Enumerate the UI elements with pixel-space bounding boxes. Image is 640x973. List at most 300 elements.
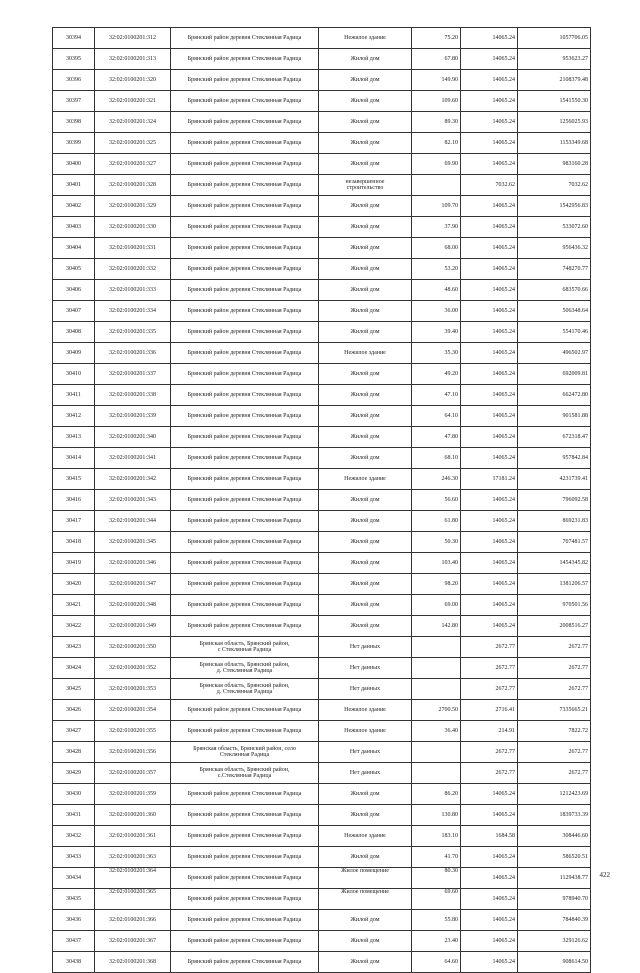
cadastral-value-cell: 908614.50 [518,952,591,973]
cadastral-value-cell: 1057706.05 [518,28,591,49]
object-type-cell: Жилое помещение [319,868,412,889]
table-row [53,490,591,511]
row-number-cell: 30424 [53,658,95,679]
row-number-cell: 30427 [53,721,95,742]
address-cell: Брянский район деревня Стеклянная Радица [171,28,319,49]
cadastral-number-cell: 32:02:0100201:312 [95,28,171,49]
address-cell: Брянский район деревня Стеклянная Радица [171,280,319,301]
cadastral-value-cell: 2672.77 [518,679,591,700]
row-number-cell: 30415 [53,469,95,490]
cadastral-value-cell: 672318.47 [518,427,591,448]
row-number-cell: 30431 [53,805,95,826]
specific-value-cell: 14065.24 [461,259,518,280]
address-cell: Брянский район деревня Стеклянная Радица [171,553,319,574]
row-number-cell: 30437 [53,931,95,952]
cadastral-value-cell: 683570.66 [518,280,591,301]
specific-value-cell: 14065.24 [461,112,518,133]
table-row [53,574,591,595]
area-cell: 68.10 [412,448,461,469]
area-cell: 183.10 [412,826,461,847]
table-row [53,658,591,679]
table-row [53,406,591,427]
row-number-cell: 30406 [53,280,95,301]
address-cell: Брянский район деревня Стеклянная Радица [171,784,319,805]
address-cell: Брянский район деревня Стеклянная Радица [171,322,319,343]
cadastral-number-cell: 32:02:0100201:348 [95,595,171,616]
object-type-cell: Жилой дом [319,910,412,931]
object-type-cell: Нежилое здание [319,826,412,847]
row-number-cell: 30414 [53,448,95,469]
row-number-cell: 30420 [53,574,95,595]
row-number-cell: 30434 [53,868,95,889]
table-row [53,637,591,658]
object-type-cell: Нет данных [319,763,412,784]
cadastral-number-cell: 32:02:0100201:354 [95,700,171,721]
specific-value-cell: 14065.24 [461,133,518,154]
cadastral-number-cell: 32:02:0100201:356 [95,742,171,763]
address-cell: Брянский район деревня Стеклянная Радица [171,931,319,952]
cadastral-value-cell: 1381206.57 [518,574,591,595]
object-type-cell: Жилой дом [319,532,412,553]
table-row [53,448,591,469]
row-number-cell: 30403 [53,217,95,238]
specific-value-cell: 14065.24 [461,448,518,469]
cadastral-value-cell: 1256025.93 [518,112,591,133]
address-cell: Брянский район деревня Стеклянная Радица [171,259,319,280]
cadastral-number-cell: 32:02:0100201:349 [95,616,171,637]
object-type-cell: Жилой дом [319,595,412,616]
row-number-cell: 30394 [53,28,95,49]
specific-value-cell: 14065.24 [461,595,518,616]
area-cell: 80.30 [412,868,461,889]
specific-value-cell: 2716.41 [461,700,518,721]
specific-value-cell: 14065.24 [461,553,518,574]
row-number-cell: 30425 [53,679,95,700]
area-cell: 39.40 [412,322,461,343]
specific-value-cell: 2672.77 [461,637,518,658]
cadastral-value-cell: 1129438.77 [518,868,591,889]
object-type-cell: Жилой дом [319,322,412,343]
area-cell: 55.80 [412,910,461,931]
object-type-cell: Жилой дом [319,553,412,574]
specific-value-cell: 14065.24 [461,238,518,259]
area-cell: 142.80 [412,616,461,637]
area-cell [412,658,461,679]
table-row [53,427,591,448]
specific-value-cell: 14065.24 [461,343,518,364]
row-number-cell: 30413 [53,427,95,448]
address-cell: Брянский район деревня Стеклянная Радица [171,175,319,196]
table-row [53,532,591,553]
valuation-table [52,27,591,973]
address-cell: Брянский район деревня Стеклянная Радица [171,364,319,385]
area-cell: 53.20 [412,259,461,280]
cadastral-value-cell: 533072.60 [518,217,591,238]
cadastral-value-cell: 2672.77 [518,763,591,784]
object-type-cell: Жилой дом [319,616,412,637]
object-type-cell: Нет данных [319,742,412,763]
row-number-cell: 30411 [53,385,95,406]
table-row [53,721,591,742]
specific-value-cell: 14065.24 [461,196,518,217]
object-type-cell: Жилой дом [319,91,412,112]
specific-value-cell: 14065.24 [461,532,518,553]
cadastral-value-cell: 329126.62 [518,931,591,952]
object-type-cell: Жилой дом [319,805,412,826]
address-cell: Брянский район деревня Стеклянная Радица [171,826,319,847]
specific-value-cell: 14065.24 [461,322,518,343]
cadastral-value-cell: 707481.57 [518,532,591,553]
cadastral-value-cell: 1541550.30 [518,91,591,112]
cadastral-number-cell: 32:02:0100201:320 [95,70,171,91]
cadastral-number-cell: 32:02:0100201:364 [95,868,171,889]
specific-value-cell: 14065.24 [461,889,518,910]
area-cell: 69.60 [412,889,461,910]
object-type-cell: Жилой дом [319,385,412,406]
address-cell: Брянский район деревня Стеклянная Радица [171,238,319,259]
row-number-cell: 30430 [53,784,95,805]
object-type-cell: незавершенное строительство [319,175,412,196]
cadastral-number-cell: 32:02:0100201:345 [95,532,171,553]
address-cell: Брянский район деревня Стеклянная Радица [171,133,319,154]
specific-value-cell: 7032.62 [461,175,518,196]
cadastral-number-cell: 32:02:0100201:338 [95,385,171,406]
object-type-cell: Нежилое здание [319,721,412,742]
table-row [53,322,591,343]
object-type-cell: Жилой дом [319,931,412,952]
row-number-cell: 30405 [53,259,95,280]
address-cell: Брянский район деревня Стеклянная Радица [171,406,319,427]
address-cell: Брянская область, Брянский район, с Стеклянная Радица [171,637,319,658]
object-type-cell: Жилой дом [319,154,412,175]
area-cell: 246.30 [412,469,461,490]
cadastral-value-cell: 1153349.68 [518,133,591,154]
cadastral-number-cell: 32:02:0100201:325 [95,133,171,154]
area-cell [412,175,461,196]
row-number-cell: 30397 [53,91,95,112]
table-row [53,511,591,532]
cadastral-number-cell: 32:02:0100201:366 [95,910,171,931]
table-row [53,784,591,805]
row-number-cell: 30438 [53,952,95,973]
row-number-cell: 30436 [53,910,95,931]
area-cell: 47.10 [412,385,461,406]
row-number-cell: 30435 [53,889,95,910]
row-number-cell: 30410 [53,364,95,385]
row-number-cell: 30395 [53,49,95,70]
cadastral-value-cell: 2672.77 [518,658,591,679]
object-type-cell: Жилой дом [319,301,412,322]
table-row [53,343,591,364]
address-cell: Брянский район деревня Стеклянная Радица [171,70,319,91]
table-row [53,112,591,133]
object-type-cell: Нежилое здание [319,343,412,364]
specific-value-cell: 14065.24 [461,28,518,49]
address-cell: Брянский район деревня Стеклянная Радица [171,889,319,910]
cadastral-number-cell: 32:02:0100201:329 [95,196,171,217]
area-cell: 86.20 [412,784,461,805]
cadastral-number-cell: 32:02:0100201:337 [95,364,171,385]
specific-value-cell: 14065.24 [461,427,518,448]
address-cell: Брянский район деревня Стеклянная Радица [171,196,319,217]
specific-value-cell: 214.91 [461,721,518,742]
object-type-cell: Нет данных [319,658,412,679]
row-number-cell: 30418 [53,532,95,553]
object-type-cell: Жилой дом [319,280,412,301]
area-cell: 2700.50 [412,700,461,721]
cadastral-value-cell: 1839733.39 [518,805,591,826]
table-row [53,910,591,931]
area-cell [412,763,461,784]
area-cell [412,679,461,700]
area-cell: 69.90 [412,154,461,175]
cadastral-number-cell: 32:02:0100201:352 [95,658,171,679]
area-cell: 67.80 [412,49,461,70]
cadastral-value-cell: 554170.46 [518,322,591,343]
cadastral-number-cell: 32:02:0100201:367 [95,931,171,952]
cadastral-value-cell: 1212423.69 [518,784,591,805]
table-row [53,700,591,721]
row-number-cell: 30429 [53,763,95,784]
specific-value-cell: 2672.77 [461,679,518,700]
address-cell: Брянский район деревня Стеклянная Радица [171,154,319,175]
cadastral-number-cell: 32:02:0100201:347 [95,574,171,595]
cadastral-value-cell: 662472.80 [518,385,591,406]
address-cell: Брянский район деревня Стеклянная Радица [171,868,319,889]
cadastral-number-cell: 32:02:0100201:328 [95,175,171,196]
row-number-cell: 30409 [53,343,95,364]
address-cell: Брянская область, Брянский район, д. Стеклянная Радица [171,658,319,679]
specific-value-cell: 14065.24 [461,217,518,238]
object-type-cell: Нежилое здание [319,700,412,721]
row-number-cell: 30417 [53,511,95,532]
cadastral-number-cell: 32:02:0100201:344 [95,511,171,532]
cadastral-value-cell: 784840.39 [518,910,591,931]
cadastral-value-cell: 983160.28 [518,154,591,175]
object-type-cell: Жилой дом [319,847,412,868]
area-cell: 56.60 [412,490,461,511]
table-body [53,28,591,973]
cadastral-number-cell: 32:02:0100201:341 [95,448,171,469]
area-cell: 61.80 [412,511,461,532]
cadastral-number-cell: 32:02:0100201:343 [95,490,171,511]
address-cell: Брянская область, Брянский район, д. Стеклянная Радица [171,679,319,700]
address-cell: Брянский район деревня Стеклянная Радица [171,427,319,448]
row-number-cell: 30398 [53,112,95,133]
cadastral-number-cell: 32:02:0100201:330 [95,217,171,238]
address-cell: Брянский район деревня Стеклянная Радица [171,847,319,868]
area-cell: 35.30 [412,343,461,364]
cadastral-number-cell: 32:02:0100201:332 [95,259,171,280]
specific-value-cell: 14065.24 [461,91,518,112]
cadastral-number-cell: 32:02:0100201:359 [95,784,171,805]
table-row [53,364,591,385]
cadastral-number-cell: 32:02:0100201:333 [95,280,171,301]
table-row [53,868,591,889]
table-row [53,259,591,280]
table-row [53,238,591,259]
cadastral-value-cell: 2008516.27 [518,616,591,637]
table-row [53,847,591,868]
specific-value-cell: 14065.24 [461,511,518,532]
object-type-cell: Жилой дом [319,364,412,385]
area-cell: 49.20 [412,364,461,385]
cadastral-number-cell: 32:02:0100201:360 [95,805,171,826]
specific-value-cell: 14065.24 [461,364,518,385]
area-cell: 23.40 [412,931,461,952]
row-number-cell: 30412 [53,406,95,427]
cadastral-value-cell: 308446.60 [518,826,591,847]
cadastral-value-cell: 1454345.82 [518,553,591,574]
object-type-cell: Жилой дом [319,490,412,511]
area-cell: 149.90 [412,70,461,91]
address-cell: Брянский район деревня Стеклянная Радица [171,112,319,133]
object-type-cell: Нет данных [319,679,412,700]
cadastral-number-cell: 32:02:0100201:346 [95,553,171,574]
area-cell: 36.40 [412,721,461,742]
cadastral-number-cell: 32:02:0100201:363 [95,847,171,868]
row-number-cell: 30404 [53,238,95,259]
address-cell: Брянский район деревня Стеклянная Радица [171,532,319,553]
cadastral-value-cell: 4231739.41 [518,469,591,490]
row-number-cell: 30421 [53,595,95,616]
table-row [53,70,591,91]
cadastral-number-cell: 32:02:0100201:334 [95,301,171,322]
table-row [53,175,591,196]
address-cell: Брянский район деревня Стеклянная Радица [171,469,319,490]
cadastral-number-cell: 32:02:0100201:361 [95,826,171,847]
cadastral-number-cell: 32:02:0100201:365 [95,889,171,910]
cadastral-value-cell: 796092.58 [518,490,591,511]
row-number-cell: 30422 [53,616,95,637]
object-type-cell: Жилой дом [319,196,412,217]
cadastral-value-cell: 506348.64 [518,301,591,322]
cadastral-number-cell: 32:02:0100201:353 [95,679,171,700]
address-cell: Брянский район деревня Стеклянная Радица [171,952,319,973]
specific-value-cell: 2672.77 [461,742,518,763]
object-type-cell: Жилой дом [319,952,412,973]
address-cell: Брянская область, Брянский район, село Стеклянная Радица [171,742,319,763]
cadastral-value-cell: 7032.62 [518,175,591,196]
specific-value-cell: 17181.24 [461,469,518,490]
object-type-cell: Жилой дом [319,406,412,427]
cadastral-value-cell: 901581.88 [518,406,591,427]
address-cell: Брянский район деревня Стеклянная Радица [171,49,319,70]
specific-value-cell: 14065.24 [461,910,518,931]
table-row [53,826,591,847]
row-number-cell: 30402 [53,196,95,217]
cadastral-value-cell: 2672.77 [518,637,591,658]
table-row [53,385,591,406]
table-row [53,133,591,154]
specific-value-cell: 14065.24 [461,616,518,637]
object-type-cell: Нежилое здание [319,469,412,490]
table-row [53,196,591,217]
object-type-cell: Жилой дом [319,448,412,469]
cadastral-value-cell: 957842.84 [518,448,591,469]
object-type-cell: Жилой дом [319,238,412,259]
address-cell: Брянский район деревня Стеклянная Радица [171,301,319,322]
cadastral-value-cell: 953623.27 [518,49,591,70]
specific-value-cell: 2672.77 [461,763,518,784]
row-number-cell: 30432 [53,826,95,847]
cadastral-number-cell: 32:02:0100201:339 [95,406,171,427]
specific-value-cell: 14065.24 [461,574,518,595]
cadastral-number-cell: 32:02:0100201:340 [95,427,171,448]
specific-value-cell: 14065.24 [461,847,518,868]
row-number-cell: 30396 [53,70,95,91]
address-cell: Брянский район деревня Стеклянная Радица [171,574,319,595]
address-cell: Брянский район деревня Стеклянная Радица [171,448,319,469]
address-cell: Брянский район деревня Стеклянная Радица [171,343,319,364]
table-row [53,889,591,910]
table-row [53,763,591,784]
row-number-cell: 30433 [53,847,95,868]
row-number-cell: 30400 [53,154,95,175]
area-cell: 103.40 [412,553,461,574]
row-number-cell: 30419 [53,553,95,574]
cadastral-number-cell: 32:02:0100201:321 [95,91,171,112]
specific-value-cell: 14065.24 [461,406,518,427]
specific-value-cell: 14065.24 [461,70,518,91]
specific-value-cell: 14065.24 [461,385,518,406]
cadastral-number-cell: 32:02:0100201:357 [95,763,171,784]
area-cell: 41.70 [412,847,461,868]
page-number: 422 [599,871,610,879]
row-number-cell: 30426 [53,700,95,721]
table-row [53,469,591,490]
object-type-cell: Нежилое здание [319,28,412,49]
address-cell: Брянский район деревня Стеклянная Радица [171,721,319,742]
cadastral-number-cell: 32:02:0100201:350 [95,637,171,658]
cadastral-number-cell: 32:02:0100201:336 [95,343,171,364]
specific-value-cell: 14065.24 [461,868,518,889]
specific-value-cell: 14065.24 [461,805,518,826]
area-cell: 130.80 [412,805,461,826]
address-cell: Брянский район деревня Стеклянная Радица [171,490,319,511]
cadastral-value-cell: 1542956.83 [518,196,591,217]
area-cell: 64.60 [412,952,461,973]
specific-value-cell: 14065.24 [461,952,518,973]
table-row [53,553,591,574]
cadastral-value-cell: 586520.51 [518,847,591,868]
table-row [53,742,591,763]
object-type-cell: Жилой дом [319,133,412,154]
area-cell: 47.80 [412,427,461,448]
table-row [53,91,591,112]
specific-value-cell: 2672.77 [461,658,518,679]
row-number-cell: 30407 [53,301,95,322]
address-cell: Брянская область, Брянский район, с.Стеклянная Радица [171,763,319,784]
address-cell: Брянский район деревня Стеклянная Радица [171,700,319,721]
object-type-cell: Жилой дом [319,574,412,595]
specific-value-cell: 14065.24 [461,49,518,70]
area-cell: 89.30 [412,112,461,133]
area-cell [412,742,461,763]
specific-value-cell: 14065.24 [461,301,518,322]
object-type-cell: Жилой дом [319,70,412,91]
object-type-cell: Жилое помещение [319,889,412,910]
area-cell: 75.20 [412,28,461,49]
table-row [53,217,591,238]
specific-value-cell: 14065.24 [461,154,518,175]
address-cell: Брянский район деревня Стеклянная Радица [171,910,319,931]
table-row [53,805,591,826]
area-cell: 36.00 [412,301,461,322]
area-cell: 109.60 [412,91,461,112]
table-row [53,616,591,637]
object-type-cell: Жилой дом [319,217,412,238]
